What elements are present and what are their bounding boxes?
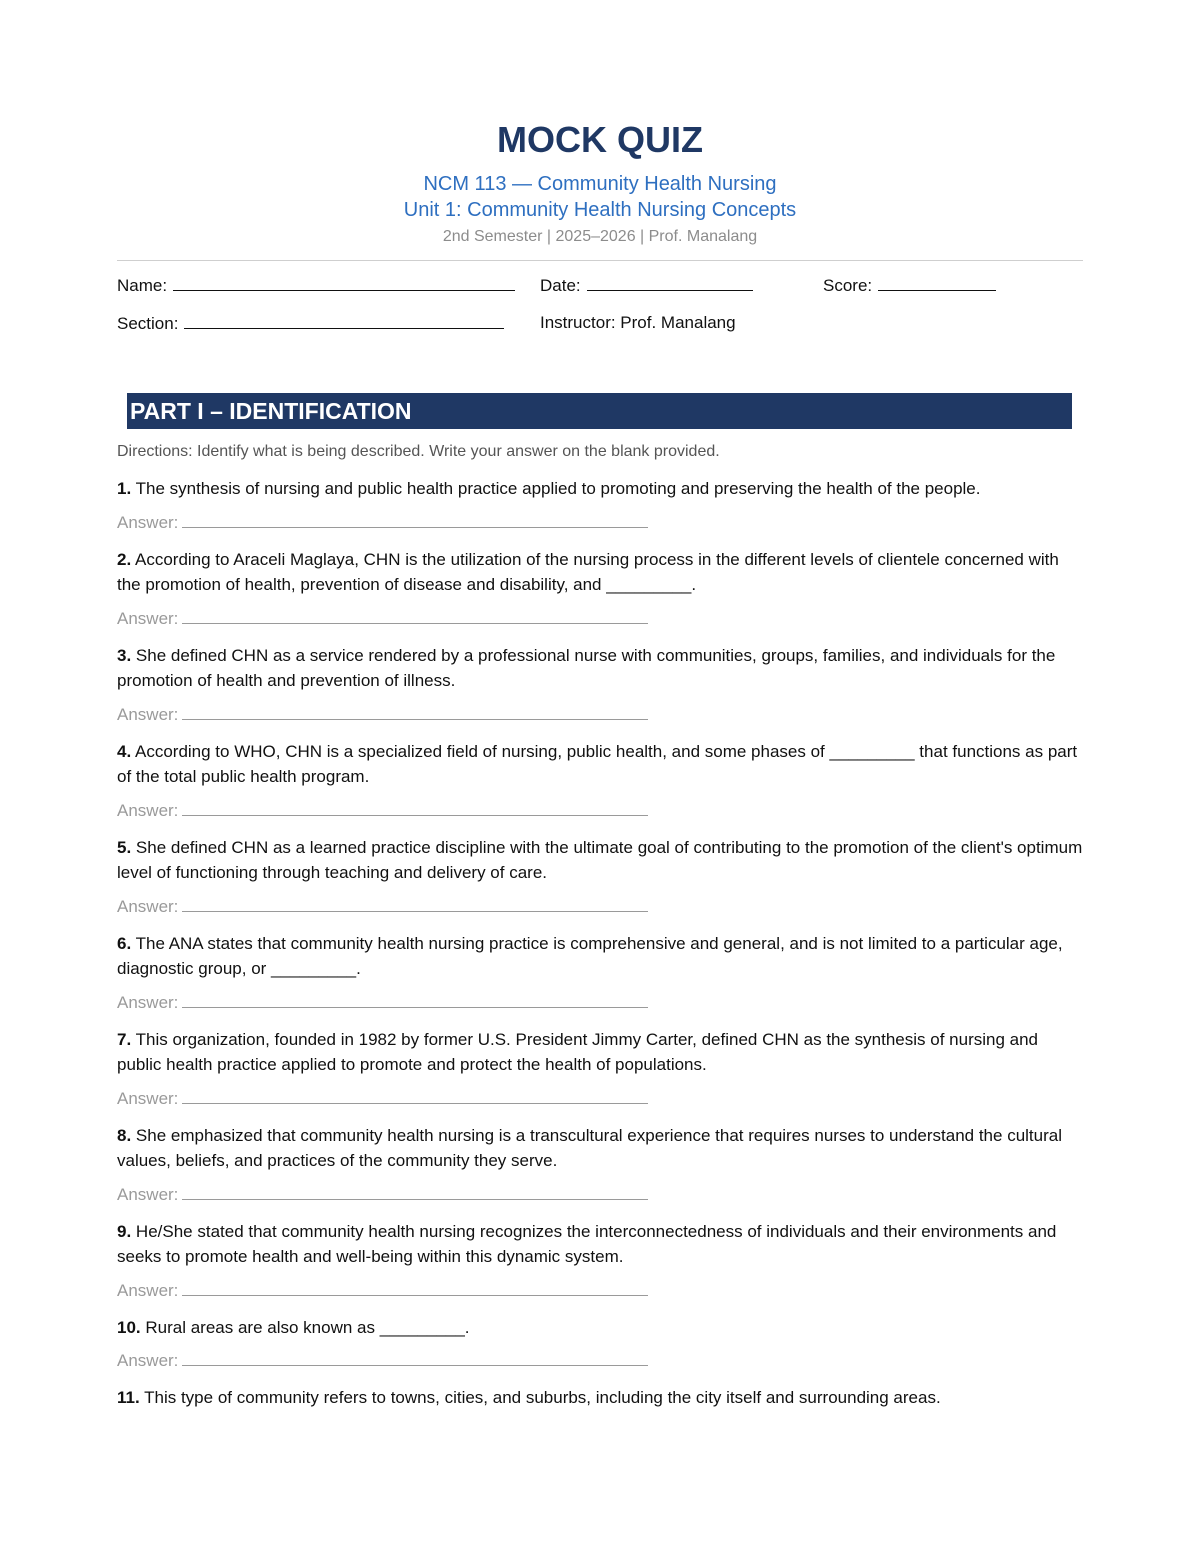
answer-blank [182,993,648,1008]
part1-title: PART I – IDENTIFICATION [130,398,412,424]
header-divider [117,260,1083,261]
question-2 [117,547,1087,597]
answer-blank [182,1281,648,1296]
answer-blank [182,1089,648,1104]
course-subtitle: NCM 113 — Community Health Nursing [423,173,777,195]
question-8 [117,1123,1087,1173]
question-11 [117,1385,1087,1410]
question-number: 4. [117,742,132,761]
answer-label: Answer: [117,1351,179,1370]
question-number: 2. [117,550,132,569]
answer-5[interactable] [117,896,648,918]
question-number: 10. [117,1318,141,1337]
answer-9[interactable] [117,1280,648,1302]
answer-blank [182,1351,648,1366]
question-text: This type of community refers to towns, cities, and suburbs, including the city itself and surrounding areas. [144,1388,941,1407]
question-5 [117,835,1087,885]
question-number: 5. [117,838,132,857]
score-blank[interactable] [878,274,996,291]
answer-blank [182,1185,648,1200]
answer-6[interactable] [117,992,648,1014]
answer-blank [182,609,648,624]
answer-blank [182,705,648,720]
section-blank[interactable] [184,312,504,329]
question-text: She emphasized that community health nursing is a transcultural experience that requires nurses to understand the cultural values, beliefs, and practices of the community they serve. [117,1126,1062,1170]
date-blank[interactable] [587,274,753,291]
instructor-text: Instructor: Prof. Manalang [540,313,736,332]
question-number: 3. [117,646,132,665]
unit-subtitle: Unit 1: Community Health Nursing Concepts [403,199,797,221]
answer-label: Answer: [117,705,179,724]
question-6 [117,931,1087,981]
semester-meta: 2nd Semester | 2025–2026 | Prof. Manalang [442,228,758,245]
question-3 [117,643,1087,693]
question-text: Rural areas are also known as _________. [145,1318,470,1337]
answer-label: Answer: [117,513,179,532]
answer-7[interactable] [117,1088,648,1110]
question-text: This organization, founded in 1982 by former U.S. President Jimmy Carter, defined CHN as the synthesis of nursing and public health practice applied to promote and protect the health of populations. [117,1030,1039,1074]
question-number: 11. [117,1388,140,1407]
answer-label: Answer: [117,897,179,916]
question-9 [117,1219,1087,1269]
date-field[interactable] [540,274,753,297]
answer-10[interactable] [117,1350,648,1372]
section-label: Section: [117,314,179,333]
section-field[interactable] [117,312,504,335]
question-number: 7. [117,1030,132,1049]
answer-blank [182,801,648,816]
name-blank[interactable] [173,274,515,291]
name-label: Name: [117,276,168,295]
question-number: 9. [117,1222,132,1241]
question-1 [117,476,1087,501]
part1-directions: Directions: Identify what is being described. Write your answer on the blank provided. [117,443,720,460]
question-number: 1. [117,479,132,498]
question-text: He/She stated that community health nursing recognizes the interconnectedness of individuals and their environments and seeks to promote health and well-being within this dynamic system. [117,1222,1057,1266]
page-title: MOCK QUIZ [497,119,703,160]
question-text: The synthesis of nursing and public health practice applied to promoting and preserving the health of the people. [135,479,981,498]
question-number: 6. [117,934,132,953]
score-label: Score: [823,276,873,295]
name-field[interactable] [117,274,515,297]
question-text: According to WHO, CHN is a specialized field of nursing, public health, and some phases of _________ that functions as part of the total public health program. [117,742,1078,786]
score-field[interactable] [823,274,996,297]
question-7 [117,1027,1087,1077]
question-4 [117,739,1087,789]
answer-2[interactable] [117,608,648,630]
answer-3[interactable] [117,704,648,726]
answer-label: Answer: [117,1089,179,1108]
answer-blank [182,513,648,528]
answer-blank [182,897,648,912]
date-label: Date: [540,276,581,295]
question-10 [117,1315,1087,1340]
question-text: According to Araceli Maglaya, CHN is the utilization of the nursing process in the different levels of clientele concerned with the promotion of health, prevention of disease and disability, and _________. [117,550,1059,594]
answer-1[interactable] [117,512,648,534]
answer-4[interactable] [117,800,648,822]
answer-label: Answer: [117,993,179,1012]
answer-label: Answer: [117,801,179,820]
answer-label: Answer: [117,1281,179,1300]
answer-8[interactable] [117,1184,648,1206]
question-text: The ANA states that community health nursing practice is comprehensive and general, and is not limited to a particular age, diagnostic group, or _________. [117,934,1063,978]
answer-label: Answer: [117,1185,179,1204]
answer-label: Answer: [117,609,179,628]
question-number: 8. [117,1126,132,1145]
question-text: She defined CHN as a service rendered by a professional nurse with communities, groups, families, and individuals for the promotion of health and prevention of illness. [117,646,1056,690]
question-text: She defined CHN as a learned practice discipline with the ultimate goal of contributing to the promotion of the client's optimum level of functioning through teaching and delivery of care. [117,838,1083,882]
